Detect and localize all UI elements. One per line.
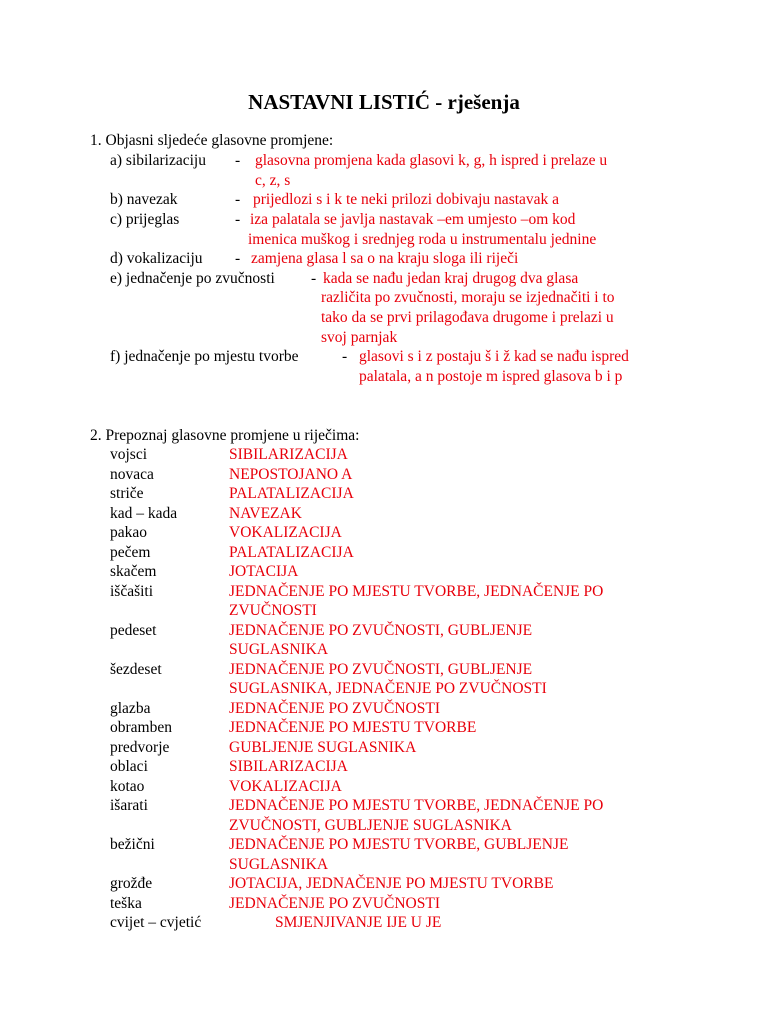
q2-answer: JEDNAČENJE PO ZVUČNOSTI, GUBLJENJE	[229, 622, 533, 639]
q1-answer-a-line-1: glasovna promjena kada glasovi k, g, h ispred i prelaze u	[255, 152, 608, 169]
q1-answer-f-line-1: glasovi s i z postaju š i ž kad se nađu ispred	[359, 348, 629, 365]
q2-word: pečem	[110, 544, 151, 561]
q2-word: iščašiti	[110, 583, 154, 600]
q2-answer: JEDNAČENJE PO MJESTU TVORBE, JEDNAČENJE PO	[229, 583, 604, 600]
q1-answer-d-line-1: zamjena glasa l sa o na kraju sloga ili riječi	[251, 250, 519, 267]
q2-answer: PALATALIZACIJA	[229, 544, 354, 561]
q1-answer-c-line-1: iza palatala se javlja nastavak –em umjesto –om kod	[250, 211, 576, 228]
q2-answer: NAVEZAK	[229, 505, 302, 522]
q2-word: striče	[110, 485, 144, 502]
q1-answer-b-line-1: prijedlozi s i k te neki prilozi dobivaju nastavak a	[253, 191, 560, 208]
q2-word: grožđe	[110, 875, 153, 892]
q1-term-e: e) jednačenje po zvučnosti	[110, 270, 275, 287]
q2-word: kad – kada	[110, 505, 178, 522]
q2-word: teška	[110, 895, 142, 912]
q2-word: kotao	[110, 778, 145, 795]
q2-answer: JOTACIJA, JEDNAČENJE PO MJESTU TVORBE	[229, 875, 554, 892]
q2-answer: JEDNAČENJE PO MJESTU TVORBE, GUBLJENJE	[229, 836, 569, 853]
q1-sep-e: -	[311, 270, 317, 287]
q1-term-f: f) jednačenje po mjestu tvorbe	[110, 348, 299, 365]
q1-answer-a-line-2: c, z, s	[255, 172, 291, 189]
q1-term-d: d) vokalizaciju	[110, 250, 203, 267]
q2-answer: JEDNAČENJE PO MJESTU TVORBE	[229, 719, 477, 736]
q1-answer-f-line-2: palatala, a n postoje m ispred glasova b i p	[359, 368, 623, 385]
q1-answer-e-line-4: svoj parnjak	[321, 329, 398, 346]
question-2-heading: 2. Prepoznaj glasovne promjene u riječima:	[90, 427, 360, 444]
q1-term-c: c) prijeglas	[110, 211, 180, 228]
q2-answer: JEDNAČENJE PO ZVUČNOSTI	[229, 895, 440, 912]
q2-answer: SIBILARIZACIJA	[229, 446, 348, 463]
q1-answer-c-line-2: imenica muškog i srednjeg roda u instrumentalu jednine	[248, 231, 597, 248]
q2-word: pedeset	[110, 622, 157, 639]
q2-word: skačem	[110, 563, 157, 580]
q2-word: obramben	[110, 719, 172, 736]
q2-answer: SMJENJIVANJE IJE U JE	[275, 914, 442, 931]
page-title: NASTAVNI LISTIĆ - rješenja	[248, 90, 520, 114]
q2-word: šezdeset	[110, 661, 162, 678]
question-1-heading: 1. Objasni sljedeće glasovne promjene:	[90, 132, 334, 149]
q2-answer: NEPOSTOJANO A	[229, 466, 353, 483]
q2-word: glazba	[110, 700, 151, 717]
q2-answer-continued: SUGLASNIKA	[229, 641, 329, 658]
q2-answer: JOTACIJA	[229, 563, 299, 580]
q2-word: oblaci	[110, 758, 148, 775]
q1-answer-e-line-3: tako da se prvi prilagođava drugome i prelazi u	[321, 309, 614, 326]
q2-word: išarati	[110, 797, 148, 814]
q2-answer-continued: SUGLASNIKA, JEDNAČENJE PO ZVUČNOSTI	[229, 680, 547, 697]
q2-answer: PALATALIZACIJA	[229, 485, 354, 502]
q2-answer: JEDNAČENJE PO MJESTU TVORBE, JEDNAČENJE PO	[229, 797, 604, 814]
q2-word: novaca	[110, 466, 154, 483]
q2-answer-continued: SUGLASNIKA	[229, 856, 329, 873]
q1-answer-e-line-2: različita po zvučnosti, moraju se izjednačiti i to	[321, 289, 615, 306]
q1-answer-e-line-1: kada se nađu jedan kraj drugog dva glasa	[323, 270, 579, 287]
q2-answer: JEDNAČENJE PO ZVUČNOSTI, GUBLJENJE	[229, 661, 533, 678]
q2-answer: SIBILARIZACIJA	[229, 758, 348, 775]
q2-answer-continued: ZVUČNOSTI	[229, 602, 317, 619]
q2-answer: GUBLJENJE SUGLASNIKA	[229, 739, 417, 756]
q1-term-b: b) navezak	[110, 191, 178, 208]
q2-answer-continued: ZVUČNOSTI, GUBLJENJE SUGLASNIKA	[229, 817, 512, 834]
q2-word: predvorje	[110, 739, 170, 756]
q2-answer: VOKALIZACIJA	[229, 524, 342, 541]
q2-word: pakao	[110, 524, 148, 541]
q1-sep-d: -	[235, 250, 241, 267]
q2-answer: JEDNAČENJE PO ZVUČNOSTI	[229, 700, 440, 717]
q2-answer: VOKALIZACIJA	[229, 778, 342, 795]
q2-word: cvijet – cvjetić	[110, 914, 202, 931]
q1-sep-f: -	[342, 348, 348, 365]
q1-sep-a: -	[235, 152, 241, 169]
q1-term-a: a) sibilarizaciju	[110, 152, 206, 169]
q2-word: bežični	[110, 836, 155, 853]
q1-sep-c: -	[235, 211, 241, 228]
q2-word: vojsci	[110, 446, 148, 463]
q1-sep-b: -	[235, 191, 241, 208]
